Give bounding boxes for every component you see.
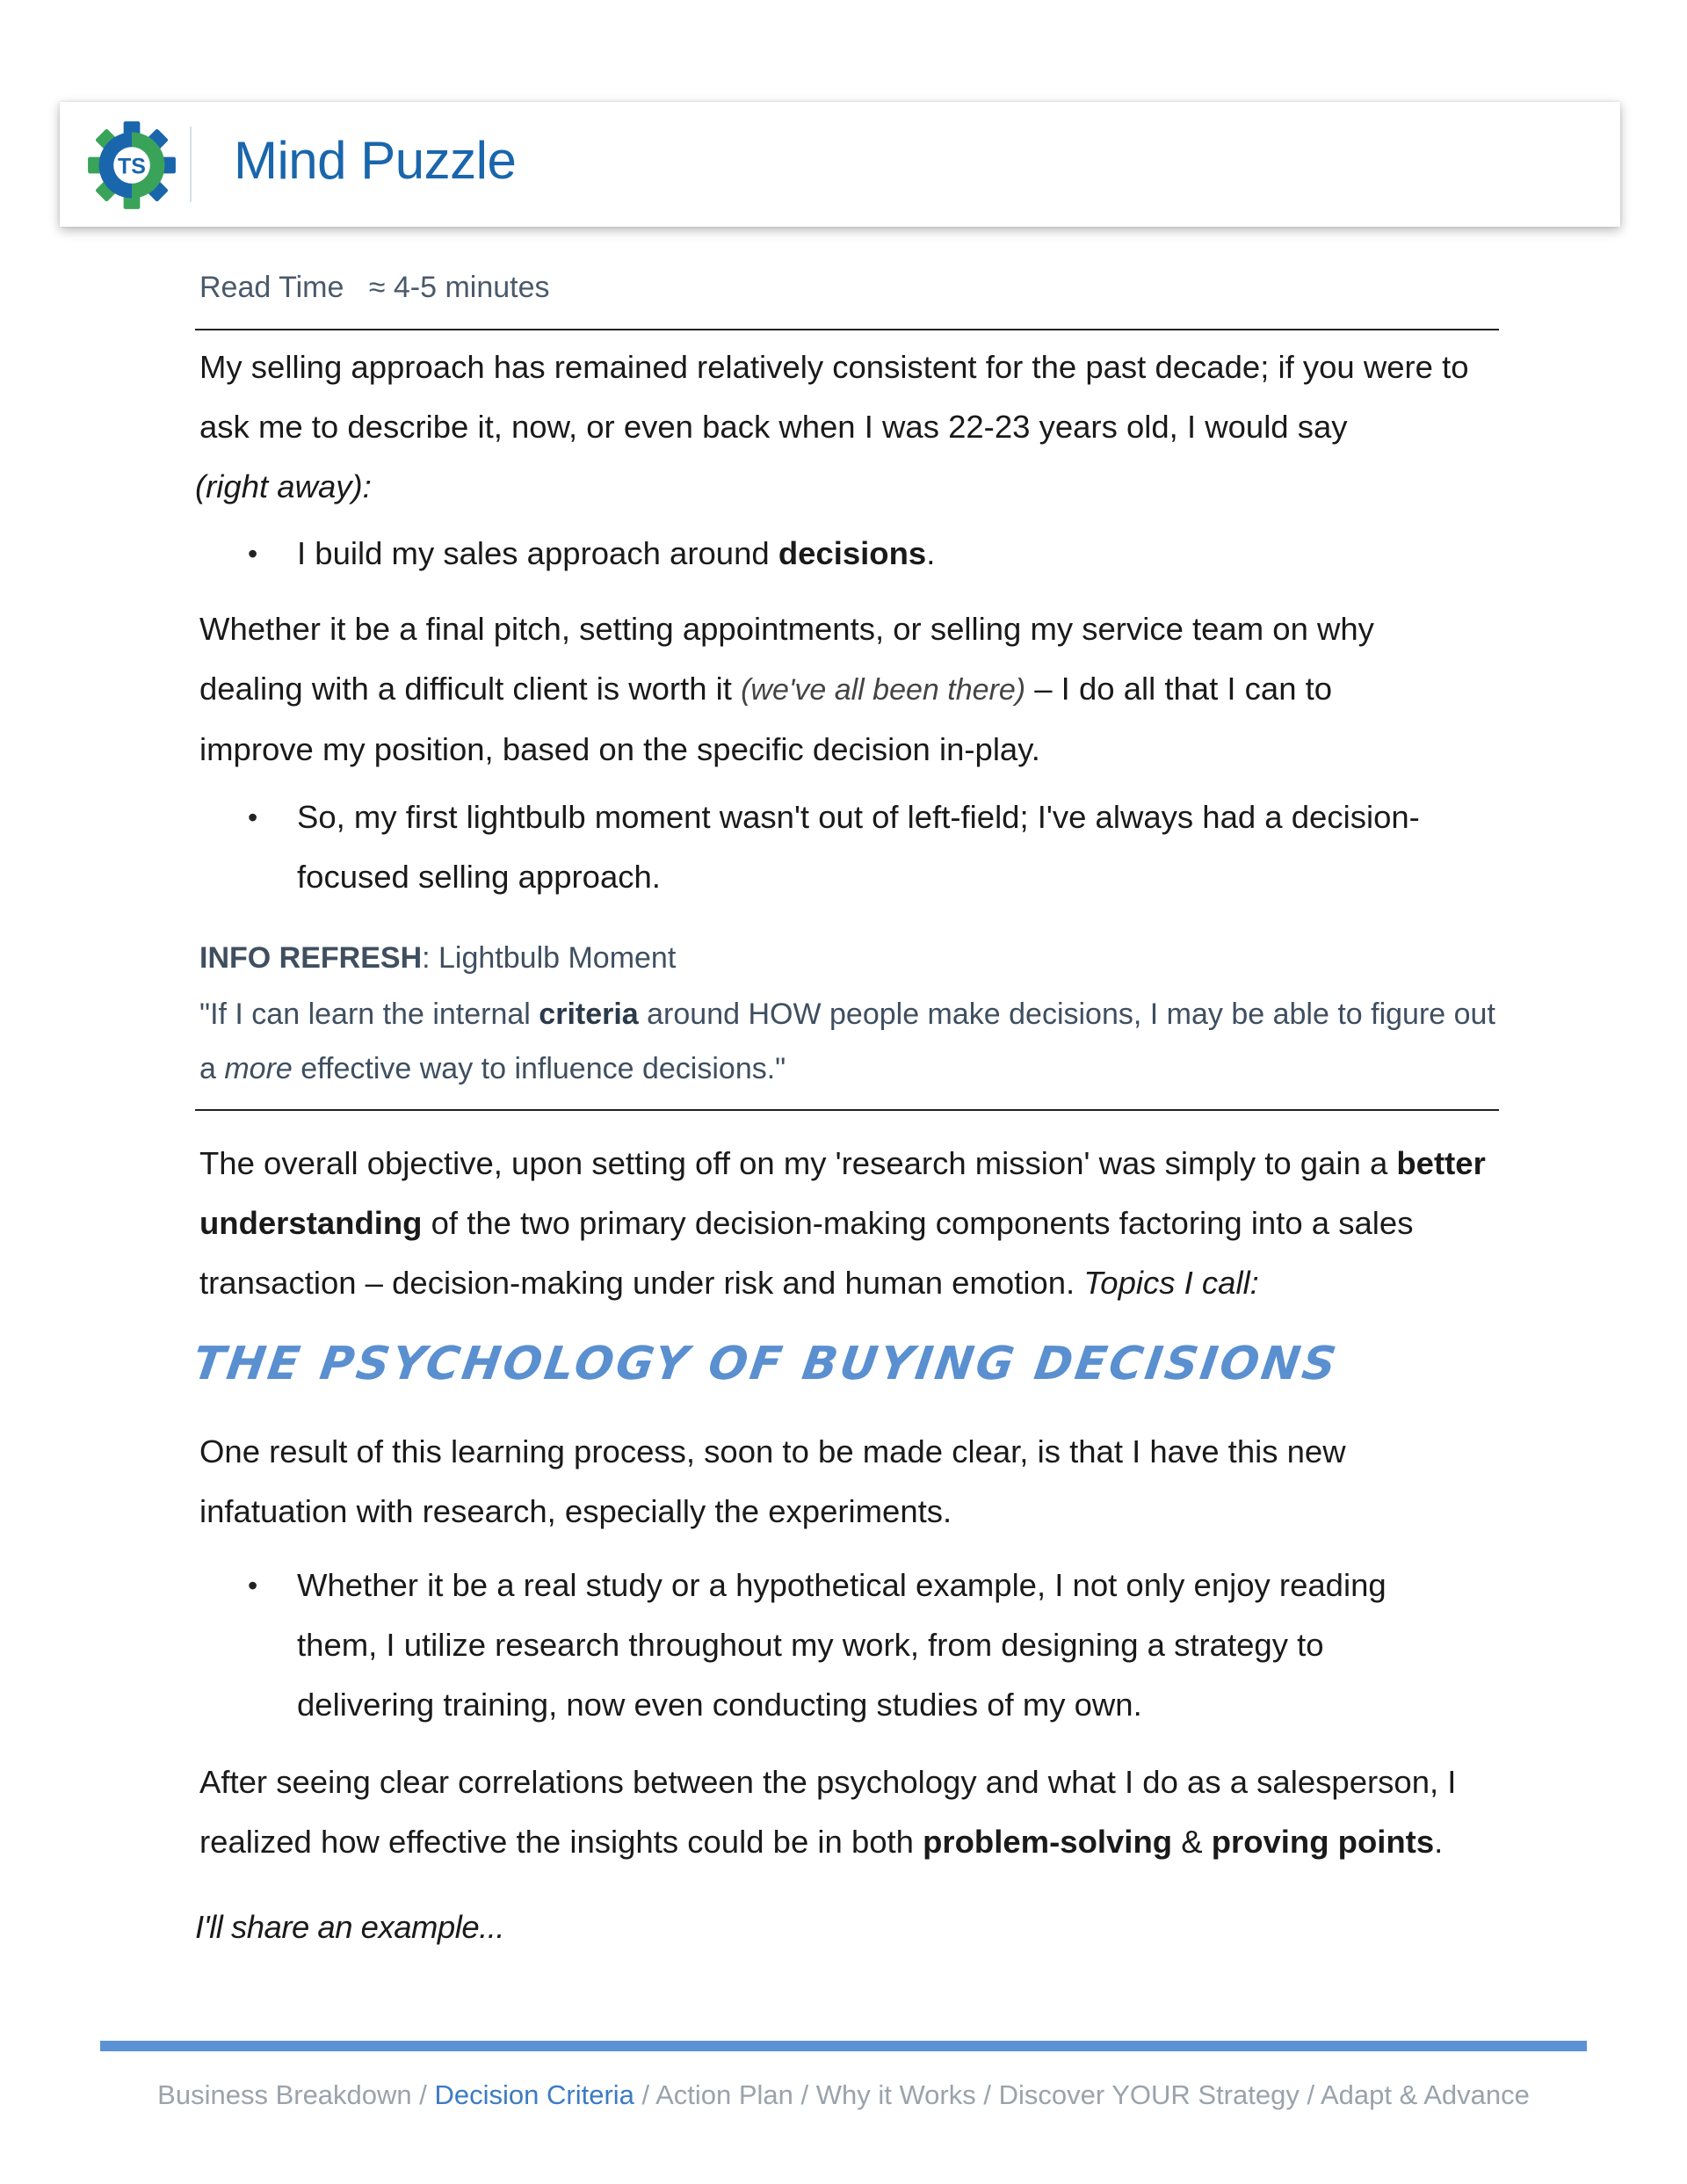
- info-quote: "If I can learn the internal criteria around HOW people make decisions, I may be able to figure out a more effective way to influence decisions.": [199, 998, 1495, 1085]
- paragraph-4: One result of this learning process, soon to be made clear, is that I have this new infatuation with research, especially the experiments.: [199, 1433, 1346, 1529]
- list-item: • I build my sales approach around decisions.: [195, 524, 1499, 584]
- intro-paragraph: [195, 337, 1499, 517]
- paragraph-2: Whether it be a final pitch, setting appointments, or selling my service team on why dealing with a difficult client is worth it (we've all been there) – I do all that I can to improve my position, based on the specific decision in-play.: [199, 611, 1374, 767]
- paragraph-3: The overall objective, upon setting off on my 'research mission' was simply to gain a better understanding of the two primary decision-making components factoring into a sales transaction – decision-making under risk and human emotion. Topics I call:: [199, 1145, 1486, 1301]
- read-time-value: ≈ 4-5 minutes: [368, 271, 550, 304]
- info-heading: INFO REFRESH: Lightbulb Moment: [199, 941, 677, 975]
- aside-italic: (we've all been there): [741, 673, 1026, 707]
- read-time: [199, 271, 550, 305]
- footer-link-decision-criteria[interactable]: Decision Criteria: [434, 2079, 634, 2110]
- intro-text: My selling approach has remained relatively consistent for the past decade; if you were to ask me to describe it, now, or even back when I was 22-23 years old, I would say: [199, 349, 1469, 445]
- footer-breadcrumb: Business Breakdown / Decision Criteria / Action Plan / Why it Works / Discover YOUR Strategy / Adapt & Advance: [157, 2079, 1530, 2110]
- footer-bar: [100, 2041, 1587, 2051]
- info-refresh-box: [195, 936, 1503, 1096]
- footer-link-action-plan[interactable]: Action Plan: [655, 2079, 793, 2110]
- gear-ts-logo-icon: [86, 120, 177, 211]
- list-item: • So, my first lightbulb moment wasn't out of left-field; I've always had a decision-focused selling approach.: [195, 787, 1499, 907]
- section-heading: THE PSYCHOLOGY OF BUYING DECISIONS: [189, 1338, 1343, 1390]
- intro-italic: (right away):: [195, 468, 372, 504]
- info-divider: [195, 1109, 1499, 1111]
- header-card: [60, 102, 1620, 227]
- example-line: I'll share an example...: [195, 1909, 505, 1945]
- footer-link-discover-strategy[interactable]: Discover YOUR Strategy: [998, 2079, 1300, 2110]
- logo-text: TS: [118, 154, 146, 179]
- list-item: • Whether it be a real study or a hypothetical example, I not only enjoy reading them, I utilize research throughout my work, from designing a strategy to delivering training, now even conducting studies of my own.: [195, 1556, 1457, 1735]
- footer-link-adapt-advance[interactable]: Adapt & Advance: [1320, 2079, 1530, 2110]
- footer-link-why-it-works[interactable]: Why it Works: [815, 2079, 976, 2110]
- bullet-list-1: [195, 524, 1499, 584]
- bullet-list-3: [195, 1556, 1499, 1735]
- top-divider: [195, 329, 1499, 330]
- bullet-list-2: [195, 787, 1499, 907]
- footer-link-business-breakdown[interactable]: Business Breakdown: [157, 2079, 412, 2110]
- bold-decisions: decisions: [778, 535, 927, 571]
- info-label: INFO REFRESH: [199, 941, 423, 975]
- intro-section: [195, 337, 1499, 517]
- logo-divider: [190, 127, 192, 202]
- page-title: Mind Puzzle: [234, 131, 517, 190]
- read-time-label: Read Time: [199, 271, 344, 304]
- paragraph-5: After seeing clear correlations between the psychology and what I do as a salesperson, I realized how effective the insights could be in both problem-solving & proving points.: [199, 1764, 1457, 1860]
